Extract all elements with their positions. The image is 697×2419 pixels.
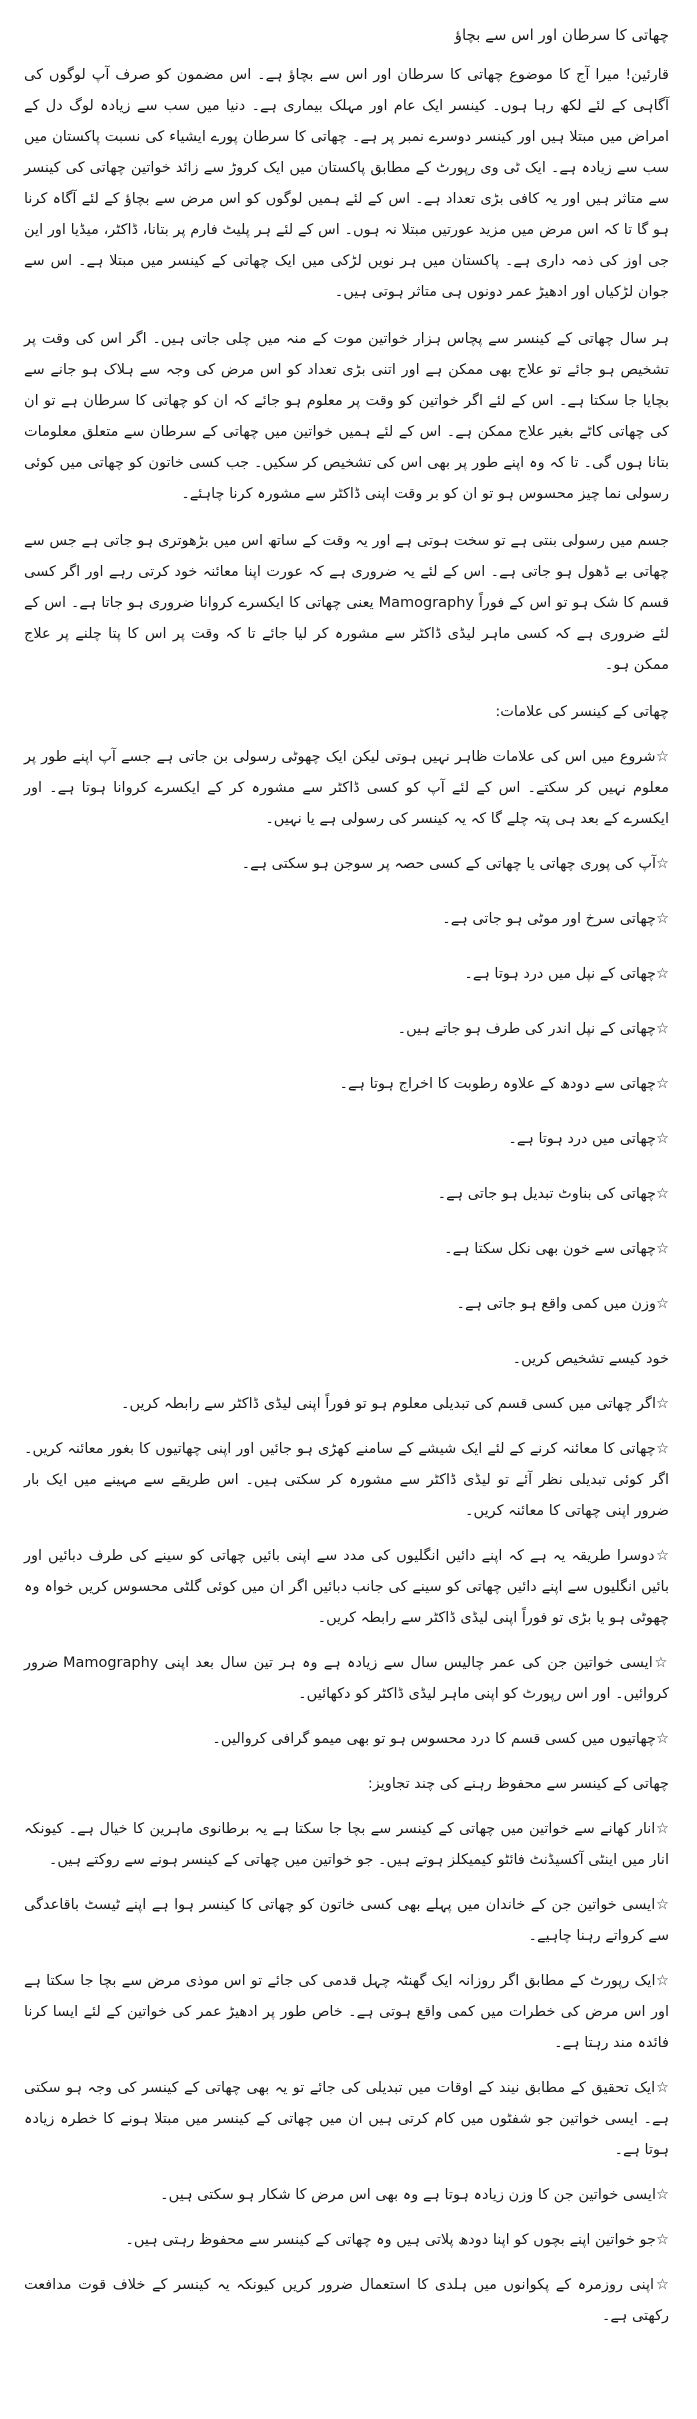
intro-paragraph: جسم میں رسولی بنتی ہے تو سخت ہوتی ہے اور یہ وقت کے ساتھ اس میں بڑھوتری ہو جاتی ہے جس سے چھاتی بے ڈھول ہو جاتی ہے۔ اس کے لئے یہ ضروری ہے کہ عورت اپنا معائنہ خود کرتی رہے اور اگر کسی قسم کا شک ہو تو اس کے فوراً Mamography یعنی چھاتی کا ایکسرے کروانا ضروری ہو جاتا ہے۔ اس کے لئے ضروری ہے کہ کسی ماہر لیڈی ڈاکٹر سے مشورہ کر لیا جائے تا کہ وقت پر اس کا پتا چلنے پر علاج ممکن ہو۔	[24, 533, 669, 673]
tip-item: ☆انار کھانے سے خواتین میں چھاتی کے کینسر سے بچا جا سکتا ہے یہ برطانوی ماہرین کا خیال ہے۔ کیونکہ انار میں اینٹی آکسیڈنٹ فائٹو کیمیکلز ہوتے ہیں۔ جو خواتین میں چھاتی کے کینسر ہونے سے روکتے ہیں۔	[24, 1821, 669, 1868]
tip-item: ☆جو خواتین اپنے بچوں کو اپنا دودھ پلاتی ہیں وہ چھاتی کے کینسر سے محفوظ رہتی ہیں۔	[125, 2232, 669, 2248]
symptom-item: ☆چھاتی کے نپل میں درد ہوتا ہے۔	[464, 966, 669, 982]
symptom-item: ☆چھاتی کی بناوٹ تبدیل ہو جاتی ہے۔	[437, 1186, 669, 1202]
symptom-item: ☆چھاتی سے خون بھی نکل سکتا ہے۔	[444, 1241, 669, 1257]
symptom-item: ☆شروع میں اس کی علامات ظاہر نہیں ہوتی لیکن ایک چھوٹی رسولی بن جاتی ہے جسے آپ اپنے طور پر معلوم نہیں کر سکتے۔ اس کے لئے آپ کو کسی ڈاکٹر سے مشورہ کر کے ایکسرے کروانا ہوتا ہے۔ اور ایکسرے کے بعد ہی پتہ چلے گا کہ یہ کینسر کی رسولی ہے یا نہیں۔	[24, 749, 669, 827]
selfcheck-heading: خود کیسے تشخیص کریں۔	[512, 1351, 669, 1367]
selfcheck-item: ☆ایسی خواتین جن کی عمر چالیس سال سے زیادہ ہے وہ ہر تین سال بعد اپنی Mamography ضرور کروائیں۔ اور اس رپورٹ کو اپنی ماہر لیڈی ڈاکٹر کو دکھائیں۔	[24, 1655, 669, 1702]
article-title: چھاتی کا سرطان اور اس سے بچاؤ	[454, 26, 669, 44]
intro-paragraph: قارئین! میرا آج کا موضوع چھاتی کا سرطان اور اس سے بچاؤ ہے۔ اس مضمون کو صرف آپ لوگوں کی آگاہی کے لئے لکھ رہا ہوں۔ کینسر ایک عام اور مہلک بیماری ہے۔ دنیا میں سب سے زیادہ لوگ دل کے امراض میں مبتلا ہیں اور کینسر دوسرے نمبر پر ہے۔ چھاتی کا سرطان پورے ایشیاء کی نسبت پاکستان میں سب سے زیادہ ہے۔ ایک ٹی وی رپورٹ کے مطابق پاکستان میں ایک کروڑ سے زائد خواتین چھاتی کی کینسر سے متاثر ہیں اور یہ کافی بڑی تعداد ہے۔ اس کے لئے ہمیں لوگوں کو اس مرض سے بچاؤ کے لئے آگاہ کرنا ہو گا تا کہ اس مرض میں مزید عورتیں مبتلا نہ ہوں۔ اس کے لئے ہر پلیٹ فارم پر بتانا، ڈاکٹر، میڈیا اور این جی اوز کی ذمہ داری ہے۔ پاکستان میں ہر نویں لڑکی میں ایک چھاتی کے کینسر میں مبتلا ہے۔ اس سے جوان لڑکیاں اور ادھیڑ عمر دونوں ہی متاثر ہوتی ہیں۔	[24, 67, 669, 300]
symptom-item: ☆چھاتی سے دودھ کے علاوہ رطوبت کا اخراج ہوتا ہے۔	[339, 1076, 669, 1092]
selfcheck-item: ☆اگر چھاتی میں کسی قسم کی تبدیلی معلوم ہو تو فوراً اپنی لیڈی ڈاکٹر سے رابطہ کریں۔	[120, 1396, 669, 1412]
tip-item: ☆ایسی خواتین جن کا وزن زیادہ ہوتا ہے وہ بھی اس مرض کا شکار ہو سکتی ہیں۔	[160, 2187, 669, 2203]
selfcheck-item: ☆چھاتیوں میں کسی قسم کا درد محسوس ہو تو بھی میمو گرافی کروالیں۔	[212, 1731, 669, 1747]
symptom-item: ☆وزن میں کمی واقع ہو جاتی ہے۔	[456, 1296, 669, 1312]
tip-item: ☆ایسی خواتین جن کے خاندان میں پہلے بھی کسی خاتون کو چھاتی کا کینسر ہوا ہے اپنے ٹیسٹ باقاعدگی سے کرواتے رہنا چاہیے۔	[24, 1897, 669, 1944]
tip-item: ☆ایک رپورٹ کے مطابق اگر روزانہ ایک گھنٹہ چہل قدمی کی جائے تو اس موذی مرض سے بچا جا سکتا ہے اور اس مرض کی خطرات میں کمی واقع ہوتی ہے۔ خاص طور پر ادھیڑ عمر کی خواتین کے لئے ایسا کرنا فائدہ مند رہتا ہے۔	[24, 1973, 669, 2051]
symptom-item: ☆چھاتی میں درد ہوتا ہے۔	[508, 1131, 669, 1147]
selfcheck-item: ☆چھاتی کا معائنہ کرنے کے لئے ایک شیشے کے سامنے کھڑی ہو جائیں اور اپنی چھاتیوں کا بغور معائنہ کریں۔ اگر کوئی تبدیلی نظر آئے تو لیڈی ڈاکٹر سے مشورہ کر سکتی ہیں۔ اس طریقے سے مہینے میں ایک بار ضرور اپنی چھاتی کا معائنہ کریں۔	[24, 1441, 669, 1519]
selfcheck-item: ☆دوسرا طریقہ یہ ہے کہ اپنے دائیں انگلیوں کی مدد سے اپنی بائیں چھاتی کو سینے کی طرف دبائیں اور بائیں انگلیوں سے اپنے دائیں چھاتی کو سینے کی جانب دبائیں اگر ان میں کوئی گلٹی محسوس کریں خواہ وہ چھوٹی ہو یا بڑی تو فوراً اپنی لیڈی ڈاکٹر سے رابطہ کریں۔	[24, 1548, 669, 1626]
tip-item: ☆ایک تحقیق کے مطابق نیند کے اوقات میں تبدیلی کی جائے تو یہ بھی چھاتی کے کینسر کی وجہ ہو سکتی ہے۔ ایسی خواتین جو شفٹوں میں کام کرتی ہیں ان میں چھاتی کے کینسر میں مبتلا ہونے کا خطرہ زیادہ ہوتا ہے۔	[24, 2080, 669, 2158]
symptom-item: ☆چھاتی کے نپل اندر کی طرف ہو جاتے ہیں۔	[397, 1021, 669, 1037]
symptom-item: ☆چھاتی سرخ اور موٹی ہو جاتی ہے۔	[442, 911, 669, 927]
tips-heading: چھاتی کے کینسر سے محفوظ رہنے کی چند تجاویز:	[367, 1776, 669, 1792]
tip-item: ☆اپنی روزمرہ کے پکوانوں میں ہلدی کا استعمال ضرور کریں کیونکہ یہ کینسر کے خلاف قوت مدافعت رکھتی ہے۔	[24, 2277, 669, 2324]
intro-paragraph: ہر سال چھاتی کے کینسر سے پچاس ہزار خواتین موت کے منہ میں چلی جاتی ہیں۔ اگر اس کی وقت پر تشخیص ہو جائے تو علاج بھی ممکن ہے اور اتنی بڑی تعداد کو اس مرض کی وجہ سے ہلاک ہو جانے سے بچایا جا سکتا ہے۔ اس کے لئے اگر خواتین کو وقت پر معلوم ہو جائے کہ ان کو چھاتی کا سرطان ہے تو ان کی چھاتی کاٹے بغیر علاج ممکن ہے۔ اس کے لئے ہمیں خواتین میں چھاتی کے سرطان سے متعلق معلومات بتانا ہوں گی۔ تا کہ وہ اپنے طور پر بھی اس کی تشخیص کر سکیں۔ جب کسی خاتون کو چھاتی میں کوئی رسولی نما چیز محسوس ہو تو ان کو بر وقت اپنی ڈاکٹر سے مشورہ کرنا چاہئے۔	[24, 331, 669, 502]
symptom-item: ☆آپ کی پوری چھاتی یا چھاتی کے کسی حصہ پر سوجن ہو سکتی ہے۔	[241, 856, 669, 872]
symptoms-heading: چھاتی کے کینسر کی علامات:	[495, 704, 669, 720]
